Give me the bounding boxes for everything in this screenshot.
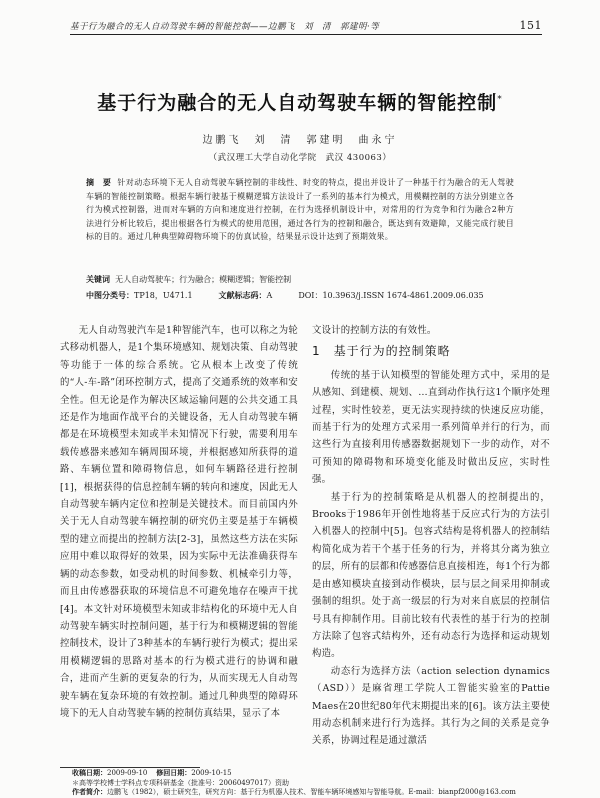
funding-footnote: ＊高等学校博士学科点专项科研基金（批准号：20060497017）资助 <box>72 778 289 787</box>
affiliation: （武汉理工大学自动化学院 武汉 430063） <box>208 153 392 163</box>
article-title <box>0 88 600 115</box>
keywords-label: 关键词 <box>86 275 110 284</box>
page-number: 151 <box>519 19 542 32</box>
footnotes <box>72 769 560 798</box>
keywords <box>86 274 514 285</box>
abstract <box>86 176 514 244</box>
body-paragraph: 动态行为选择方法（action selection dynamics（ASD））是麻省理工学院人工智能实验室的Pattie Maes在20世纪80年代末期提出来的[6]。该方法主要使用动态机制来进行行为选择。其行为之间的关系是竞争关系，协调过程是通过激活 <box>312 665 550 747</box>
body-paragraph: 传统的基于认知模型的智能处理方式中，采用的是从感知、到建模、规划、…直到动作执行这1个顺序处理过程，实时性较差，更无法实现持续的快速反应功能，而基于行为的处理方式采用一系列简单并行的行为，而这些行为直接利用传感器数据规划下一步的动作，对不可预知的障碍物和环境变化能及时做出反应，实时性强。 <box>312 369 550 486</box>
keywords-text: 无人自动驾驶车；行为融合；模糊逻辑；智能控制 <box>115 275 292 284</box>
author-footnote: 作者简介：边鹏飞（1982），硕士研究生，研究方向：基于行为机器人技术、智能车辆环境感知与智能导航。E-mail：bianpf2000@163.com <box>72 788 516 796</box>
abstract-text: 针对动态环境下无人自动驾驶车辆控制的非线性、时变的特点，提出并设计了一种基于行为融合的无人驾驶车辆的智能控制策略。根据车辆行驶基于模糊逻辑方法设计了一系列的基本行为模式，用模糊控制的方法分别建立各行为模式控制器，进而对车辆的方向和速度进行控制，在行为选择机制设计中，对常用的行为竞争和行为融合2种方法进行分析比较后，提出根据各行为模式的使用范围，通过各行为的控制和融合，既达到有效避障，又能完成行驶目标的目的。通过几种典型障碍物环境下的仿真试验，结果显示设计达到了预期效果。 <box>86 178 515 242</box>
classification-line <box>86 290 514 301</box>
title-text: 基于行为融合的无人自动驾驶车辆的智能控制 <box>97 92 498 114</box>
left-column <box>60 322 298 722</box>
running-header <box>70 14 542 35</box>
right-column <box>312 322 550 750</box>
body-paragraph-continued: 文设计的控制方法的有效性。 <box>312 325 437 336</box>
dates-footnote: 收稿日期：2009-09-10 修回日期：2009-10-15 <box>72 769 232 777</box>
authors: 边鹏飞 刘 清 郭建明 曲永宁 <box>202 135 398 146</box>
document-code: 文献标志码：A <box>218 291 273 300</box>
section-heading: 1 基于行为的控制策略 <box>312 344 451 359</box>
title-footnote-mark: * <box>497 94 503 105</box>
doi: DOI：10.3963/j.ISSN 1674-4861.2009.06.035 <box>298 291 484 300</box>
clc-number: 中图分类号：TP18，U471.1 <box>86 291 193 300</box>
footnote-divider <box>60 767 200 768</box>
body-paragraph: 基于行为的控制策略是从机器人的控制提出的，Brooks于1986年开创性地将基于反应式行为的方法引入机器人的控制中[5]。包容式结构是将机器人的控制结构简化成为若干个基于任务的行为，并将其分离为独立的层，所有的层都和传感器信息直接相连，每1个行为都是由感知模块直接到动作模块，层与层之间采用抑制或强制的组织。处于高一级层的行为对来自底层的控制信号具有抑制作用。目前比较有代表性的基于行为的控制方法除了包容式结构外，还有动态行为选择和运动规划构造。 <box>312 491 550 660</box>
body-paragraph: 无人自动驾驶汽车是1种智能汽车，也可以称之为轮式移动机器人，是1个集环境感知、规划决策、自动驾驶等功能于一体的综合系统。它从根本上改变了传统的“人-车-路”闭环控制方式，提高了交通系统的效率和安全性。但无论是作为解决区域运输问题的公共交通工具还是作为地面作战平台的关键设备，无人自动驾驶车辆都是在环境模型未知或半未知情况下行驶，需要利用车载传感器来感知车辆周围环境，并根据感知所获得的道路、车辆位置和障碍物信息，如何车辆路径进行控制[1]，根据获得的信息控制车辆的转向和速度，因此无人自动驾驶车辆内定位和控制是关键技术。而目前国内外关于无人自动驾驶车辆控制的研究仍主要是基于车辆模型的建立而提出的控制方法[2-3]，虽然这些方法在实际应用中难以取得好的效果，因为实际中无法准确获得车辆的动态参数，如受动机的时间参数、机械牵引力等，而且由传感器获取的环境信息不可避免地存在噪声干扰[4]。本文针对环境模型未知或非结构化的环境中无人自动驾驶车辆实时控制问题，基于行为和模糊逻辑的智能控制技术，设计了3种基本的车辆行驶行为模式；提出采用模糊逻辑的思路对基本的行为模式进行的协调和融合，进而产生新的更复杂的行为，从而实现无人自动驾驶车辆在复杂环境的有效控制。通过几种典型的障碍环境下的无人自动驾驶车辆的控制仿真结果，显示了本 <box>60 325 298 719</box>
abstract-label: 摘 要 <box>86 178 112 187</box>
running-title: 基于行为融合的无人自动驾驶车辆的智能控制——边鹏飞 刘 清 郭建明·等 <box>70 22 380 32</box>
